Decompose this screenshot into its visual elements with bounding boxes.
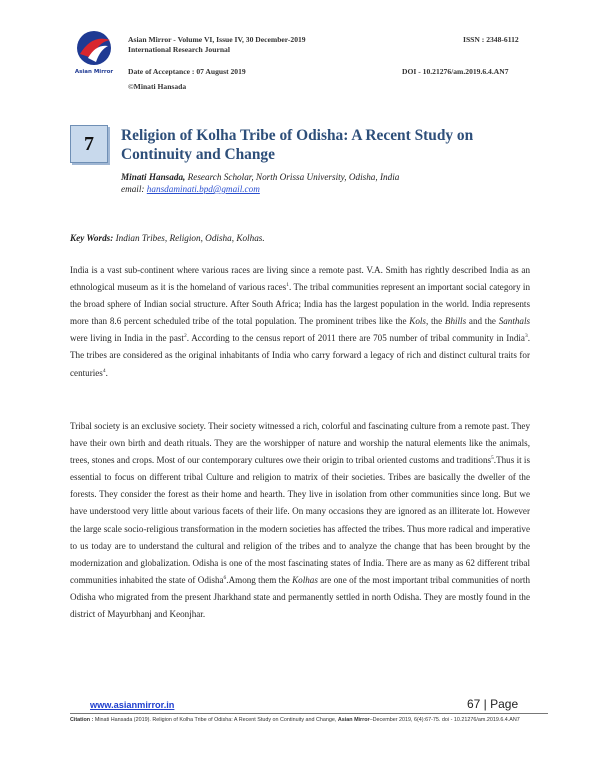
author-affiliation: Research Scholar, North Orissa University, Odisha, India: [185, 172, 400, 182]
author-name: Minati Hansada,: [121, 172, 186, 182]
website-link[interactable]: www.asianmirror.in: [90, 700, 175, 710]
footnote-ref[interactable]: 3: [524, 333, 528, 340]
article-title: [121, 126, 541, 164]
footer-divider: [70, 713, 548, 714]
citation: Citation : Minati Hansada (2019). Religion of Kolha Tribe of Odisha: A Recent Study on Continuity and Change, Asian Mirror–December 2019, 6(4):67-75. doi - 10.21276/am.2019.6.4.AN7: [70, 717, 520, 723]
journal-volume: Asian Mirror - Volume VI, Issue IV, 30 December-2019: [128, 35, 306, 44]
author-email-link[interactable]: hansdaminati.bpd@gmail.com: [146, 184, 260, 194]
logo-text: Asian Mirror: [74, 69, 114, 75]
keywords-list: Indian Tribes, Religion, Odisha, Kolhas.: [113, 233, 265, 243]
title-line-1: Religion of Kolha Tribe of Odisha: A Recent Study on: [121, 127, 474, 144]
footnote-ref[interactable]: 1: [286, 282, 289, 289]
journal-name: International Research Journal: [128, 45, 230, 54]
issn: ISSN : 2348-6112: [463, 35, 519, 44]
citation-label: Citation :: [70, 717, 94, 723]
footnote-ref[interactable]: 5: [491, 455, 494, 462]
page-number: 67 | Page: [467, 697, 519, 711]
footnote-ref[interactable]: 6: [223, 574, 227, 581]
article-number: 7: [70, 125, 108, 163]
keywords-label: Key Words:: [70, 233, 114, 243]
acceptance-date: Date of Acceptance : 07 August 2019: [128, 67, 246, 76]
footnote-ref[interactable]: 4: [102, 367, 106, 374]
footnote-ref[interactable]: 2: [183, 333, 187, 340]
paragraph-1: India is a vast sub-continent where various races are living since a remote past. V.A. Smith has rightly described India as an ethnological museum as it is the homeland of various races$^1$. The tribal communities represent an important social category in the broad sphere of Indian social structure. After South Africa; India has the largest population in the world. India represents more than 8.6 percent scheduled tribe of the total population. The prominent tribes like the Kols, the Bhills and the Santhals were living in India in the past$^2$. According to the census report of 2011 there are 705 number of tribal community in India$^3$. The tribes are considered as the original inhabitants of India who carry forward a legacy of rich and distinct cultural traits for centuries$^4$.: [70, 265, 531, 378]
journal-logo: [70, 28, 118, 76]
copyright: ©Minati Hansada: [128, 82, 187, 91]
author-block: [121, 171, 399, 195]
title-line-2: Continuity and Change: [121, 146, 275, 163]
doi: DOI - 10.21276/am.2019.6.4.AN7: [402, 67, 509, 76]
keywords: [70, 233, 265, 243]
paragraph-2: Tribal society is an exclusive society. Their society witnessed a rich, colorful and fascinating culture from a remote past. They have their own birth and death rituals. They are the worshipper of nature and worship the natural elements like the animals, trees, stones and crops. Most of our contemporary cultures owe their origin to tribal oriented customs and traditions$^5$.Thus it is essential to focus on different tribal Culture and religion to matrix of their societies. Tribes are basically the dweller of the forests. They consider the forest as their home and hearth. They live in isolation from other communities since long. But we have understood very little about various facets of their life. On many occasions they are ignored as an illiterate lot. However the large scale socio-religious transformation in the modern societies has affected the tribes. Thus more radical and imperative to us today are to understand the cultural and religion of the tribes and to analyze the change that has been brought by the modernization and globalization. Odisha is one of the most fascinating states of India. There are as many as 62 different tribal communities inhabited the state of Odisha$^6$.Among them the Kolhas are one of the most important tribal communities of north Odisha who migrated from the present Jharkhand state and permanently settled in north Odisha. They are mostly found in the district of Mayurbhanj and Keonjhar.: [70, 421, 530, 620]
email-label: email:: [121, 184, 147, 194]
